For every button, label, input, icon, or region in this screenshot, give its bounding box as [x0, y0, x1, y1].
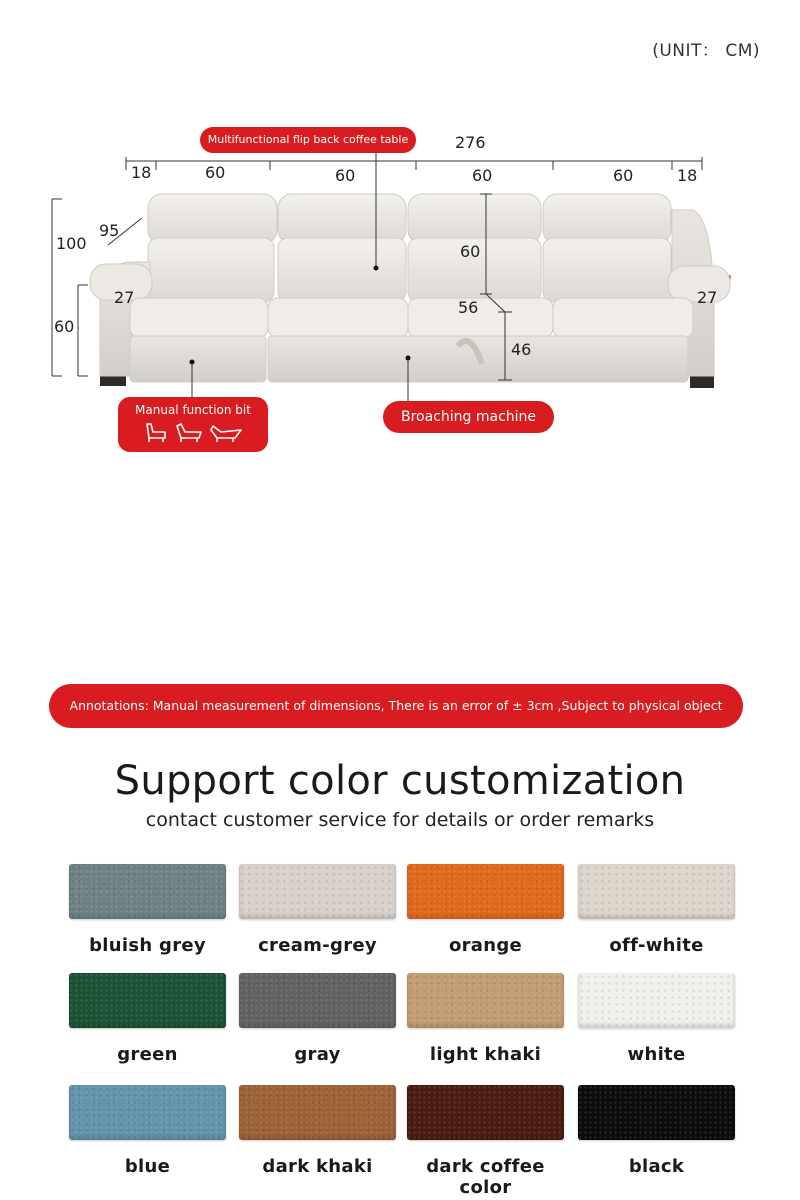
color-swatch [69, 864, 226, 956]
color-swatch-chip [69, 973, 226, 1028]
dim-seat-2: 60 [335, 166, 356, 185]
color-swatch-chip [69, 864, 226, 919]
dim-depth: 95 [99, 221, 120, 240]
color-swatch-label: gray [294, 1044, 341, 1065]
color-swatch-label: black [628, 1156, 685, 1177]
color-swatch [578, 864, 735, 956]
color-swatch-chip [407, 1085, 564, 1140]
color-swatch-label: cream-grey [258, 935, 377, 956]
dim-arm-right: 18 [677, 166, 698, 185]
dim-seat-depth: 56 [458, 298, 479, 317]
color-swatch-label: green [117, 1044, 178, 1065]
color-subheadline: contact customer service for details or order remarks [145, 809, 655, 831]
color-swatch-label: blue [124, 1156, 171, 1177]
color-swatch-chip [578, 1085, 735, 1140]
dim-total-width: 276 [455, 133, 486, 152]
recliner-positions-icon [141, 420, 245, 444]
color-swatch [578, 1085, 735, 1177]
color-swatch-label: dark khaki [262, 1156, 373, 1177]
unit-label: (UNIT： CM) [652, 41, 760, 61]
color-swatch [407, 864, 564, 956]
color-swatch-label: white [627, 1044, 686, 1065]
dim-seat-1: 60 [205, 163, 226, 182]
color-swatch-label: off-white [609, 935, 704, 956]
dim-arm-left: 18 [131, 163, 152, 182]
manual-function-label: Manual function bit [135, 403, 251, 417]
color-swatch-label: orange [448, 935, 523, 956]
color-swatch [69, 973, 226, 1065]
color-swatch [407, 1085, 564, 1198]
dim-seat-4: 60 [613, 166, 634, 185]
dim-seat-height: 46 [511, 340, 532, 359]
color-swatch-chip [239, 1085, 396, 1140]
color-swatch-chip [407, 973, 564, 1028]
color-swatch-label: dark coffee color [426, 1156, 545, 1198]
dim-arm-width-left: 27 [114, 288, 135, 307]
dim-arm-width-right: 27 [697, 288, 718, 307]
color-swatch [69, 1085, 226, 1177]
color-swatch-grid [69, 864, 735, 1198]
color-swatch [239, 1085, 396, 1177]
color-swatch-chip [407, 864, 564, 919]
color-swatch [407, 973, 564, 1065]
measurement-note: Annotations: Manual measurement of dimensions, There is an error of ± 3cm ,Subject to physical object [49, 684, 743, 728]
dim-arm-height: 60 [54, 317, 75, 336]
color-headline: Support color customization [114, 758, 686, 804]
dim-height-total: 100 [56, 234, 87, 253]
color-swatch-chip [239, 864, 396, 919]
color-swatch-chip [578, 973, 735, 1028]
dim-seat-3: 60 [472, 166, 493, 185]
dim-back-height: 60 [460, 242, 481, 261]
color-swatch [239, 864, 396, 956]
color-swatch [239, 973, 396, 1065]
flip-table-callout: Multifunctional flip back coffee table [200, 127, 416, 153]
color-swatch-label: light khaki [429, 1044, 542, 1065]
manual-function-callout [118, 397, 268, 452]
color-swatch-label: bluish grey [89, 935, 206, 956]
color-swatch [578, 973, 735, 1065]
color-swatch-chip [578, 864, 735, 919]
color-swatch-chip [239, 973, 396, 1028]
broaching-machine-callout: Broaching machine [383, 401, 554, 433]
color-swatch-chip [69, 1085, 226, 1140]
